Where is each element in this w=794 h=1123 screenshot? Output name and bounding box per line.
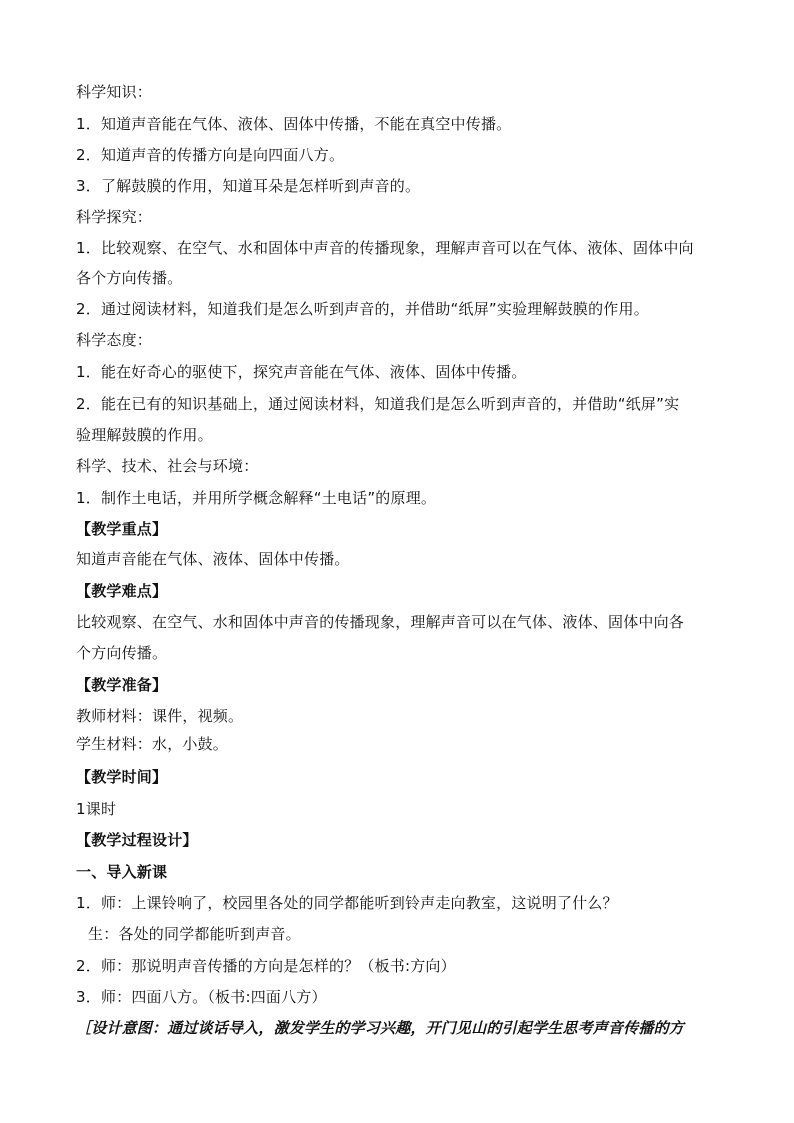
process-item-1-answer: 生：各处的同学都能听到声音。 — [88, 925, 301, 943]
subheading-intro: 一、导入新课 — [76, 863, 168, 881]
heading-difficulties: 【教学难点】 — [76, 582, 168, 600]
section-label-sts: 科学、技术、社会与环境： — [76, 457, 259, 475]
key-points-text: 知道声音能在气体、液体、固体中传播。 — [76, 550, 350, 568]
section-label-knowledge: 科学知识： — [76, 83, 153, 101]
section-label-inquiry: 科学探究： — [76, 208, 153, 226]
heading-key-points: 【教学重点】 — [76, 520, 168, 538]
knowledge-item-3: 3．了解鼓膜的作用，知道耳朵是怎样听到声音的。 — [76, 177, 421, 195]
process-item-2: 2．师：那说明声音传播的方向是怎样的？（板书:方向） — [76, 957, 456, 975]
heading-preparation: 【教学准备】 — [76, 676, 168, 694]
difficulties-text: 比较观察、在空气、水和固体中声音的传播现象，理解声音可以在气体、液体、固体中向各 — [76, 613, 685, 631]
student-materials: 学生材料：水，小鼓。 — [76, 735, 229, 753]
design-intent: ［设计意图：通过谈话导入，激发学生的学习兴趣，开门见山的引起学生思考声音传播的方 — [76, 1019, 685, 1037]
section-label-attitude: 科学态度： — [76, 331, 153, 349]
attitude-item-2: 2．能在已有的知识基础上，通过阅读材料，知道我们是怎么听到声音的，并借助“纸屏”实 — [76, 395, 680, 413]
inquiry-item-2: 2．通过阅读材料，知道我们是怎么听到声音的，并借助“纸屏”实验理解鼓膜的作用。 — [76, 300, 649, 318]
teacher-materials: 教师材料：课件，视频。 — [76, 707, 244, 725]
sts-item-1: 1．制作土电话，并用所学概念解释“土电话”的原理。 — [76, 489, 437, 507]
attitude-item-1: 1．能在好奇心的驱使下，探究声音能在气体、液体、固体中传播。 — [76, 363, 527, 381]
process-item-1: 1．师：上课铃响了，校园里各处的同学都能听到铃声走向教室，这说明了什么？ — [76, 894, 618, 912]
heading-process: 【教学过程设计】 — [76, 831, 198, 849]
attitude-item-2-cont: 验理解鼓膜的作用。 — [76, 426, 213, 444]
difficulties-text-cont: 个方向传播。 — [76, 644, 168, 662]
process-item-3: 3．师：四面八方。（板书:四面八方） — [76, 988, 327, 1006]
inquiry-item-1: 1．比较观察、在空气、水和固体中声音的传播现象，理解声音可以在气体、液体、固体中向 — [76, 239, 694, 257]
knowledge-item-2: 2．知道声音的传播方向是向四面八方。 — [76, 146, 345, 164]
heading-time: 【教学时间】 — [76, 768, 168, 786]
inquiry-item-1-cont: 各个方向传播。 — [76, 269, 183, 287]
knowledge-item-1: 1．知道声音能在气体、液体、固体中传播，不能在真空中传播。 — [76, 115, 512, 133]
time-text: 1课时 — [76, 800, 117, 818]
